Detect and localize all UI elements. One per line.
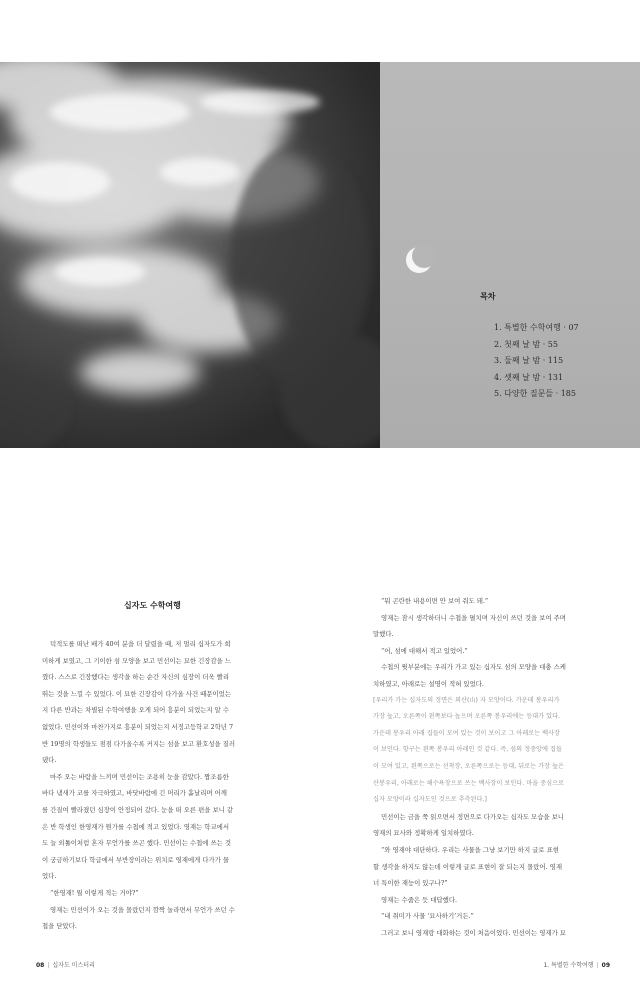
body-line: 꼈다. 스스로 긴장했다는 생각을 하는 순간 자신의 심장이 더욱 빨리 [42,673,229,682]
body-line: 너 특이한 재능이 있구나?” [373,879,448,888]
body-line: 첩을 닫았다. [42,922,77,931]
body-line: 영재는 잠시 생각하더니 수첩을 펼치며 자신이 쓰던 것을 보여 주며 [381,613,566,622]
body-line: 은 반 학생인 한영재가 뭔가를 수첩에 적고 있었다. 영재는 학교에서 [42,822,229,831]
quoted-note-line: 십자 모양이라 십자도인 것으로 추측된다.] [373,796,487,804]
body-line: 이 궁금하기보다 학급에서 부반장이라는 위치로 영재에게 다가가 물 [42,855,230,864]
body-line: 바다 냄새가 코를 자극하였고, 바닷바람에 긴 머리가 흩날리며 어깨 [42,789,227,798]
quoted-note-line: [우리가 가는 십자도의 정면은 외산(山) 자 모양이다. 가운데 봉우리가 [373,696,560,704]
page-number: 09 [601,962,610,969]
body-line: 댔다. [42,756,57,765]
body-line: 반 19명의 학생들도 점점 다가올수록 커지는 섬을 보고 환호성을 질러 [42,739,236,748]
body-line: “한영재! 뭘 이렇게 적는 거야?” [50,888,139,897]
page-number: 08 [36,962,45,969]
body-line: “와 영재야 대단하다. 우리는 사물을 그냥 보기만 하지 글로 표현 [381,845,559,854]
body-line: 영재의 묘사와 정확하게 일치하였다. [373,829,474,838]
toc-title: 목차 [480,292,496,301]
folio-left [36,960,95,969]
toc-item[interactable]: 1. 특별한 수학여행 · 07 [494,323,579,332]
body-line: 그러고 보니 영재랑 대화하는 것이 처음이었다. 민선이는 영재가 묘 [381,928,566,937]
body-line: 미하게 보였고, 그 기이한 섬 모양을 보고 민선이는 묘한 긴장감을 느 [42,656,232,665]
body-line: “내 취미가 사물 ‘묘사하기’거든.” [381,912,474,921]
body-line: 영재는 수줍은 듯 대답했다. [381,895,458,904]
crescent-moon-icon [405,240,445,280]
body-line: 덕적도를 떠난 배가 40여 분을 더 달렸을 때, 저 멀리 십자도가 희 [50,640,231,648]
quoted-note-line: 이 모여 있고, 왼쪽으로는 선착장, 오른쪽으로는 등대, 뒤로는 가장 높은 [373,762,564,770]
toc-item[interactable]: 4. 셋째 날 밤 · 131 [494,372,564,382]
folio-separator: | [47,962,50,969]
body-line: 민선이는 금을 쭉 읽으면서 정면으로 다가오는 십자도 모습을 보니 [381,812,564,821]
body-line: 말했다. [373,630,394,639]
chapter-title: 십자도 수학여행 [124,601,181,610]
body-line: 뛰는 것을 느낄 수 있었다. 이 묘한 긴장감이 다가올 사건 때문이었는 [42,689,232,698]
toc-item[interactable]: 3. 둘째 날 밤 · 115 [494,356,564,365]
body-line: 었다. [42,872,57,881]
toc-item[interactable]: 5. 다양한 질문들 · 185 [494,389,576,398]
quoted-note-line: 산봉우리, 아래로는 해수욕장으로 쓰는 백사장이 보인다. 마을 중심으로 [373,779,565,787]
body-line: 없었다. 민선이와 마찬가지로 흥분이 되었는지 서정고등학교 2학년 7 [42,722,234,731]
quoted-note-line: 가장 높고, 오른쪽이 왼쪽보다 높으며 오른쪽 봉우리에는 등대가 있다. [373,713,561,721]
running-title: 십자도 미스터리 [52,962,95,969]
cloud-photo [0,62,380,448]
cloud-shapes [0,62,380,448]
body-line: 마주 오는 바람을 느끼며 민선이는 조용히 눈을 감았다. 짭조름한 [50,772,229,781]
body-line: 지 다른 반과는 차별된 수학여행을 오게 되어 흥분이 되었는지 알 수 [42,706,229,715]
toc-list [494,320,579,403]
body-line: “어, 섬에 대해서 적고 있었어.” [381,646,468,655]
running-title: 1. 특별한 수학여행 [543,962,594,969]
quoted-note-line: 이 보인다. 항구는 왼쪽 봉우리 아래인 것 같다. 즉, 섬의 정중앙에 집들 [373,746,562,754]
body-line: 를 간질여 빨라졌던 심장이 안정되어 갔다. 눈을 떠 오른 편을 보니 같 [42,805,234,814]
body-line: 도 늘 외톨이처럼 혼자 무언가를 쓰곤 했다. 민선이는 수첩에 쓰는 것 [42,839,232,848]
body-line: 수첩의 윗부분에는 우리가 가고 있는 십자도 섬의 모양을 대충 스케 [381,663,566,672]
left-page-text [42,636,282,935]
body-line: 치하였고, 아래로는 설명이 적혀 있었다. [373,679,484,688]
body-line: 영재는 민선이가 오는 것을 몰랐던지 깜짝 놀라면서 무언가 쓰던 수 [50,905,235,914]
folio-right [543,960,610,969]
folio-separator: | [596,962,599,969]
right-page-text [373,593,617,941]
quoted-note-line: 가운데 봉우리 아래 집들이 모여 있는 것이 보이고 그 아래로는 백사장 [373,729,561,737]
toc-item[interactable]: 2. 첫째 날 밤 · 55 [494,339,558,349]
body-line: 할 생각을 하지도 않는데 이렇게 글로 표현이 잘 되는지 몰랐어. 영재 [373,862,563,871]
body-line: “뭐 곤란한 내용이면 안 보여 줘도 돼.” [381,597,489,605]
